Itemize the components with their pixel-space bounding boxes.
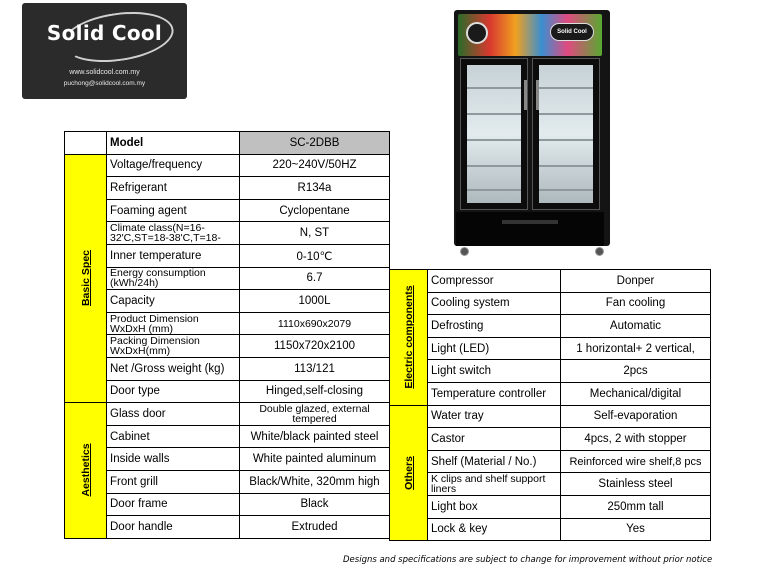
spec-value: 1 horizontal+ 2 vertical,: [561, 337, 711, 360]
spec-value: Hinged,self-closing: [240, 380, 390, 403]
header-blank-cell: [65, 132, 107, 155]
table-row: [390, 270, 711, 293]
fridge-caster-right: [595, 247, 604, 256]
logo-email: puchong@solidcool.com.my: [63, 80, 146, 87]
table-row: [65, 448, 390, 471]
footer-disclaimer: Designs and specifications are subject to change for improvement without prior notice: [343, 555, 713, 565]
spec-value: 6.7: [240, 267, 390, 290]
spec-label: Foaming agent: [107, 199, 240, 222]
table-row: [390, 473, 711, 496]
table-row: [390, 337, 711, 360]
table-row: [65, 267, 390, 290]
table-row: [65, 357, 390, 380]
spec-label: K clips and shelf support liners: [428, 473, 561, 496]
group-basic-spec: [65, 154, 107, 403]
spec-value: Stainless steel: [561, 473, 711, 496]
spec-label: Refrigerant: [107, 177, 240, 200]
spec-value: Extruded: [240, 516, 390, 539]
spec-label: Defrosting: [428, 315, 561, 338]
spec-value: Automatic: [561, 315, 711, 338]
spec-value: Black: [240, 493, 390, 516]
table-row: [65, 222, 390, 245]
table-row: [390, 450, 711, 473]
spec-value: Cyclopentane: [240, 199, 390, 222]
spec-label: Inner temperature: [107, 244, 240, 267]
header-model-value: SC-2DBB: [240, 132, 390, 155]
spec-label: Lock & key: [428, 518, 561, 541]
group-aesthetics: [65, 403, 107, 539]
spec-value: 220~240V/50HZ: [240, 154, 390, 177]
spec-label: Shelf (Material / No.): [428, 450, 561, 473]
fridge-grill-slot: [502, 220, 558, 224]
spec-value: Self-evaporation: [561, 405, 711, 428]
table-row: [65, 493, 390, 516]
spec-label: Net /Gross weight (kg): [107, 357, 240, 380]
spec-label: Castor: [428, 428, 561, 451]
spec-value: Black/White, 320mm high: [240, 470, 390, 493]
spec-label: Light box: [428, 495, 561, 518]
fridge-round-badge: [466, 22, 488, 44]
brand-logo: [22, 3, 187, 99]
spec-label: Door handle: [107, 516, 240, 539]
spec-label: Packing Dimension WxDxH(mm): [107, 335, 240, 358]
spec-value: Reinforced wire shelf,8 pcs: [561, 450, 711, 473]
table-row: [65, 380, 390, 403]
logo-brand-name: Solid Cool: [46, 21, 163, 45]
table-row: [65, 199, 390, 222]
spec-value: Double glazed, external tempered: [240, 403, 390, 426]
table-row: [65, 154, 390, 177]
spec-value: 1150x720x2100: [240, 335, 390, 358]
table-row: [390, 428, 711, 451]
spec-value: 113/121: [240, 357, 390, 380]
fridge-right-door: [532, 58, 600, 210]
spec-value: 4pcs, 2 with stopper: [561, 428, 711, 451]
fridge-brand-badge: [550, 23, 594, 41]
header-model-label: Model: [107, 132, 240, 155]
table-row: [65, 290, 390, 313]
product-image-fridge: [452, 10, 612, 264]
table-row: [390, 315, 711, 338]
spec-value: Fan cooling: [561, 292, 711, 315]
spec-label: Front grill: [107, 470, 240, 493]
table-row: [390, 360, 711, 383]
spec-value: Mechanical/digital: [561, 382, 711, 405]
spec-label: Door type: [107, 380, 240, 403]
table-row: [65, 403, 390, 426]
spec-value: Yes: [561, 518, 711, 541]
table-row: [65, 470, 390, 493]
fridge-handle-left: [524, 80, 527, 110]
fridge-header-panel: [458, 14, 602, 56]
spec-label: Temperature controller: [428, 382, 561, 405]
table-row: [65, 312, 390, 335]
spec-value: 250mm tall: [561, 495, 711, 518]
spec-label: Water tray: [428, 405, 561, 428]
fridge-left-door: [460, 58, 528, 210]
group-label-basic-spec: Basic Spec: [79, 250, 92, 307]
spec-label: Compressor: [428, 270, 561, 293]
spec-table-left: [64, 131, 390, 539]
fridge-caster-left: [460, 247, 469, 256]
spec-value: White painted aluminum: [240, 448, 390, 471]
spec-label: Climate class(N=16-32'C,ST=18-38'C,T=18-: [107, 222, 240, 245]
spec-value: 1000L: [240, 290, 390, 313]
spec-table-right: [389, 269, 711, 541]
table-row-header: [65, 132, 390, 155]
spec-value: 0-10℃: [240, 244, 390, 267]
table-row: [65, 335, 390, 358]
logo-website: www.solidcool.com.my: [69, 69, 140, 76]
group-electric-components: [390, 270, 428, 406]
spec-value: Donper: [561, 270, 711, 293]
table-row: [65, 244, 390, 267]
group-label-aesthetics: Aesthetics: [79, 443, 92, 497]
spec-label: Cooling system: [428, 292, 561, 315]
table-row: [390, 382, 711, 405]
fridge-handle-right: [536, 80, 539, 110]
spec-label: Capacity: [107, 290, 240, 313]
spec-value: N, ST: [240, 222, 390, 245]
table-row: [390, 495, 711, 518]
spec-label: Inside walls: [107, 448, 240, 471]
spec-value: White/black painted steel: [240, 425, 390, 448]
spec-label: Glass door: [107, 403, 240, 426]
fridge-front-grill: [456, 212, 604, 246]
table-row: [65, 177, 390, 200]
spec-label: Voltage/frequency: [107, 154, 240, 177]
spec-label: Door frame: [107, 493, 240, 516]
table-row: [65, 516, 390, 539]
fridge-brand-text: Solid Cool: [557, 29, 587, 35]
group-label-others: Others: [402, 455, 415, 490]
table-row: [390, 518, 711, 541]
spec-value: R134a: [240, 177, 390, 200]
spec-value: 1110x690x2079: [240, 312, 390, 335]
table-row: [390, 405, 711, 428]
group-label-electric-components: Electric components: [402, 285, 415, 389]
spec-label: Product Dimension WxDxH (mm): [107, 312, 240, 335]
table-row: [65, 425, 390, 448]
spec-label: Cabinet: [107, 425, 240, 448]
table-row: [390, 292, 711, 315]
spec-label: Energy consumption (kWh/24h): [107, 267, 240, 290]
spec-label: Light switch: [428, 360, 561, 383]
spec-value: 2pcs: [561, 360, 711, 383]
group-others: [390, 405, 428, 541]
spec-label: Light (LED): [428, 337, 561, 360]
